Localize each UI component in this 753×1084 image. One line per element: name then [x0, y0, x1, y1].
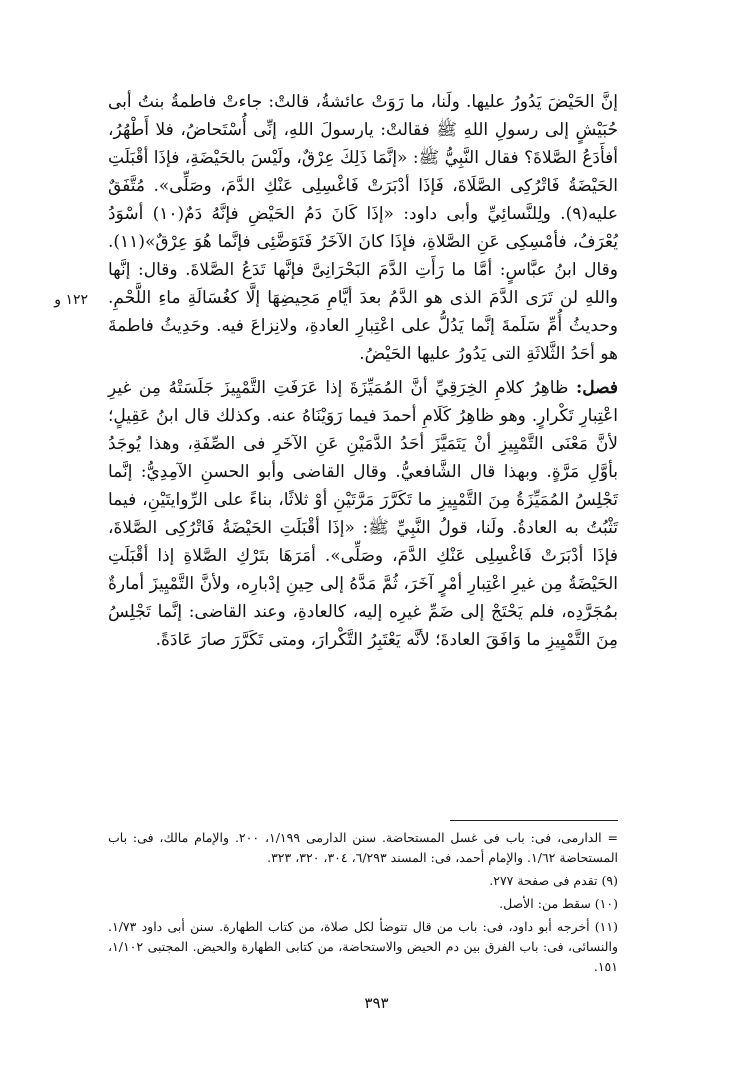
section-heading-fasl: فصل:: [575, 378, 618, 398]
footnote-11: (١١) أخرجه أبو داود، فى: باب من قال تتوضأ لكل صلاة، من كتاب الطهارة. سنن أبى داود ١/٧٣. والنسائى، فى: باب الفرق بين دم الحيض والاستحاضة، من كتابى الطهارة والحيض. المجتبى ١/١٠٢، ١٥١.: [108, 919, 618, 974]
paragraph-fasl: [108, 374, 618, 654]
margin-manuscript-ref: ١٢٢ و: [54, 292, 88, 308]
footnote-9: (٩) تقدم فى صفحة ٢٧٧.: [489, 873, 618, 888]
footnote-continued: = الدارمى، فى: باب فى غسل المستحاضة. سنن الدارمى ١/١٩٩، ٢٠٠. والإمام مالك، فى: باب المستحاضة ١/٦٢. والإمام أحمد، فى: المسند ٦/٢٩٣، ٣٠٤، ٣٢٠، ٣٢٣.: [108, 830, 618, 865]
main-text: [108, 88, 618, 654]
footnotes: [108, 828, 618, 977]
page-number: ٣٩٣: [364, 994, 389, 1012]
paragraph-hadith: إنَّ الحَيْضَ يَدُورُ عليها. ولَنا، ما رَوَتْ عائشةُ، قالتْ: جاءتْ فاطمةُ بنتُ أبى حُبَيْشٍ إلى رسولِ اللهِ ﷺ فقالتْ: يارسولَ اللهِ، إنِّى أُسْتَحاضُ، فلا أَطْهُرُ، أفأَدَعُ الصَّلاةَ؟ فقال النَّبِيُّ ﷺ: «إنَّمَا ذَلِكَ عِرْقٌ، ولَيْسَ بالحَيْضَةِ، فإذَا أقْبَلَتِ الحَيْضَةُ فَاتْرُكِى الصَّلَاةَ، فَإذَا أدْبَرَتْ فَاغْسِلِى عَنْكِ الدَّمَ، وصَلِّى». مُتَّفَقٌ عليه(٩). ولِلنَّسائِيِّ وأبى داود: «إذَا كَانَ دَمُ الحَيْضِ فإنَّهُ دَمٌ(١٠) أسْوَدُ يُعْرَفُ، فأمْسِكِى عَنِ الصَّلاةِ، فإذَا كانَ الآخَرُ فَتَوَضَّئِى فإنَّما هُوَ عِرْقٌ»(١١). وقال ابنُ عبَّاسٍ: أمَّا ما رَأَتِ الدَّمَ البَحْرَانِىَّ فإنَّها تَدَعُ الصَّلاةَ. وقال: إنَّها واللهِ لن تَرَى الدَّمَ الذى هو الدَّمُ بعدَ أيَّامِ مَحِيضِهَا إلَّا كغُسَالَةِ ماءِ اللَّحْمِ. وحديثُ أُمِّ سَلَمةَ إنَّما يَدُلُّ على اعْتِبارِ العادةِ، ولانِزاعَ فيه. وحَدِيثُ فاطمةَ هو أحَدُ الثَّلاثَةِ التى يَدُورُ عليها الحَيْضُ.: [108, 92, 618, 364]
footnote-10: (١٠) سقط من: الأصل.: [499, 896, 618, 911]
paragraph-fasl-text: ظاهِرُ كلامِ الخِرَقِيِّ أنَّ المُمَيِّزَةَ إذا عَرَفَتِ التَّمْيِيزَ جَلَسَتْهُ مِن غيرِ اعْتِبارِ تَكْرارٍ. وهو ظاهِرُ كَلَامِ أحمدَ فيما رَوَيْنَاهُ عنه. وكذلك قال ابنُ عَقِيلٍ؛ لأنَّ مَعْنَى التَّمْيِيزِ أنْ يَتَمَيَّزَ أحَدُ الدَّمَيْنِ عَنِ الآخَرِ فى الصِّفَةِ، وهذا يُوجَدُ بأوَّلِ مَرَّةٍ. وبهذا قال الشَّافعيُّ. وقال القاضى وأبو الحسنِ الآمِدِيُّ: إنَّما تَجْلِسُ المُمَيِّزَةُ مِنَ التَّمْيِيزِ ما تَكَرَّرَ مَرَّتَيْنِ أوْ ثلاثًا، بناءً على الرِّوايتَيْنِ، فيما تَثْبُتُ به العادةُ. ولَنا، قولُ النَّبِيِّ ﷺ: «إذَا أقْبَلَتِ الحَيْضَةُ فَاتْرُكِى الصَّلاةَ، فإذَا أدْبَرَتْ فَاغْسِلِى عَنْكِ الدَّمَ، وصَلِّى». أمَرَهَا بتَرْكِ الصَّلاةِ إذا أقْبَلَتِ الحَيْضَةُ مِن غيرِ اعْتِبارِ أمْرٍ آخَرَ، ثُمَّ مَدَّهُ إلى حِينِ إدْبارِه، ولأنَّ التَّمْيِيزَ أمارةٌ بمُجَرَّدِه، فلم يَحْتَجْ إلى ضَمِّ غيرِه إليه، كالعادةِ، وعند القاضى: إنَّما تَجْلِسُ مِنَ التَّمْيِيزِ ما وَافَقَ العادةَ؛ لأنَّه يَعْتَبِرُ التَّكْرارَ، ومتى تَكَرَّرَ صارَ عَادَةً.: [108, 378, 618, 650]
footnote-separator: [450, 820, 618, 821]
